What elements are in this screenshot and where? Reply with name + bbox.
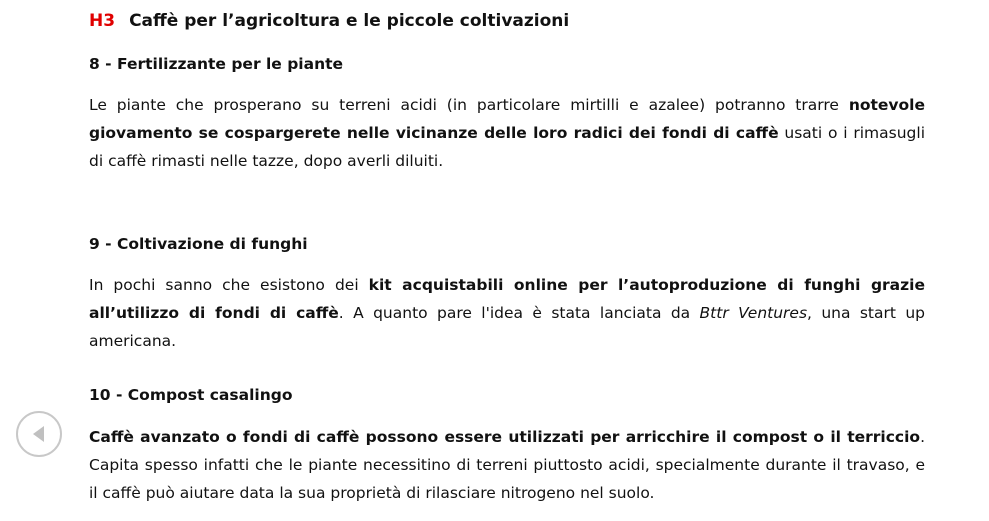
paragraph-italic-text: Bttr Ventures [699,304,808,322]
paragraph-text: . Capita spesso infatti che le piante necessitino di terreni piuttosto acidi, specialmente durante il travaso, e il caffè può aiutare data la sua proprietà di rilasciare nitrogeno nel suolo. [89,428,925,502]
subheading-compost: 10 - Compost casalingo [89,386,293,404]
paragraph-bold-text: kit acquistabili online per l’autoproduzione di funghi grazie all’utilizzo di fondi di caffè [89,276,925,322]
heading-title: Caffè per l’agricoltura e le piccole coltivazioni [129,11,570,31]
paragraph-bold-text: notevole giovamento se cospargerete nelle vicinanze delle loro radici dei fondi di caffè [89,96,925,142]
paragraph-compost [89,423,925,507]
paragraph-text: , una start up americana. [89,304,925,350]
paragraph-bold-text: Caffè avanzato o fondi di caffè possono essere utilizzati per arricchire il compost o il terriccio [89,428,921,446]
paragraph-text: In pochi sanno che esistono dei [89,276,369,294]
subheading-funghi: 9 - Coltivazione di funghi [89,235,308,253]
paragraph-text: Le piante che prosperano su terreni acidi (in particolare mirtilli e azalee) potranno trarre [89,96,849,114]
subheading-fertilizzante: 8 - Fertilizzante per le piante [89,55,344,73]
previous-slide-button[interactable] [16,411,62,457]
paragraph-text: usati o i rimasugli di caffè rimasti nelle tazze, dopo averli diluiti. [89,124,925,170]
arrow-left-icon [18,413,60,455]
paragraph-funghi [89,271,925,355]
paragraph-fertilizzante [89,91,925,175]
paragraph-text: . A quanto pare l'idea è stata lanciata da [338,304,700,322]
heading-tag: H3 [89,11,116,31]
section-heading [89,9,569,33]
